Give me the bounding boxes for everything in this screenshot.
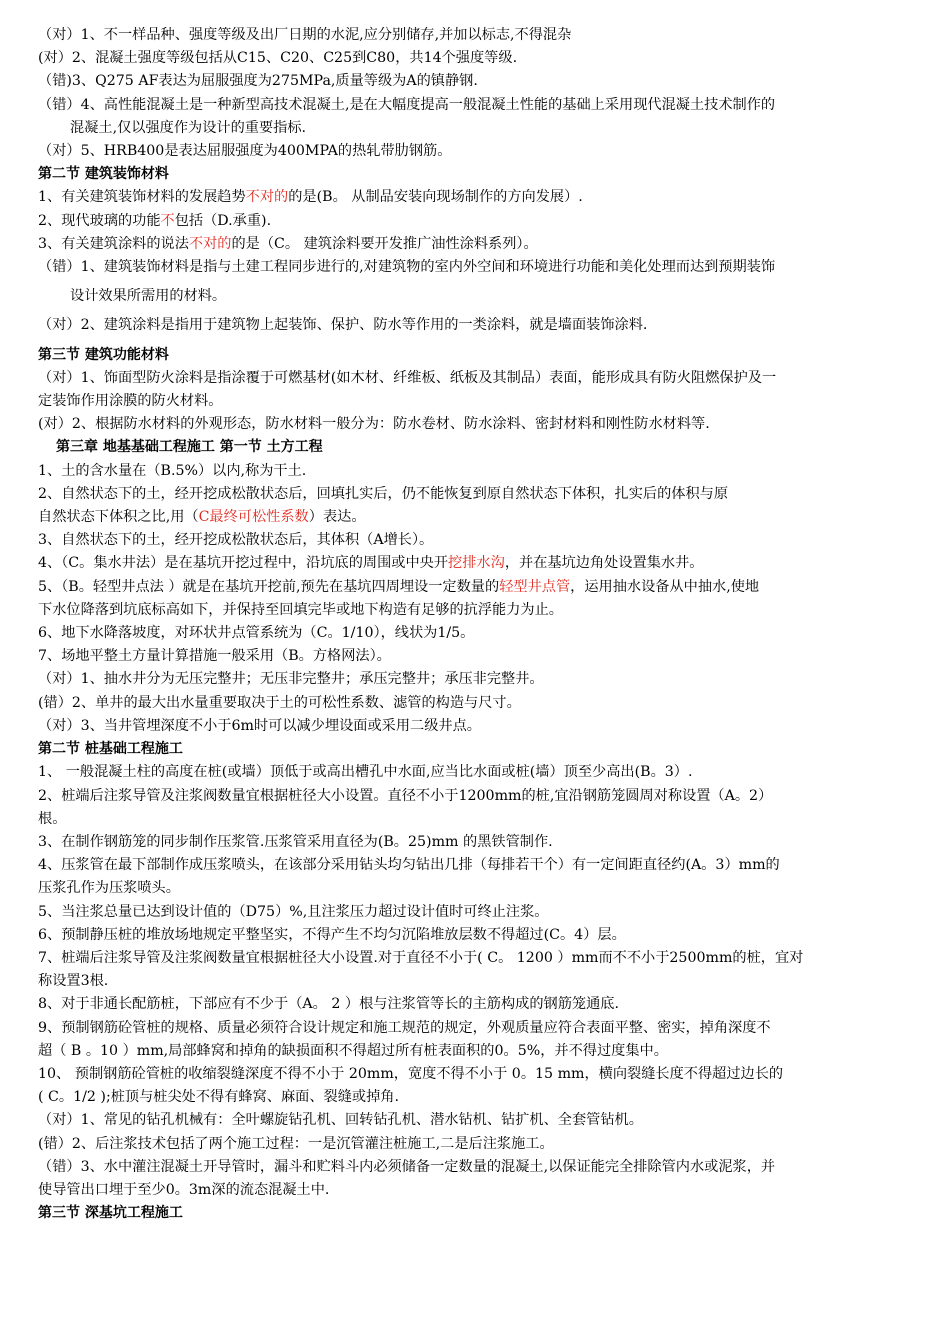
text-line: 2、桩端后注浆导管及注浆阀数量宜根据桩径大小设置。直径不小于1200mm的桩,宜沿钢筋笼圆周对称设置（A。2） [38, 787, 773, 804]
text-line: 10、 预制钢筋砼管桩的收缩裂缝深度不得不小于 20mm，宽度不得不小于 0。15 mm，横向裂缝长度不得超过边长的 [38, 1065, 784, 1082]
chapter-heading: 第三章 地基基础工程施工 第一节 土方工程 [56, 439, 323, 456]
text-line: 1、 一般混凝土柱的高度在桩(或墙）顶低于或高出槽孔中水面,应当比水面或桩(墙）顶至少高出(B。3）. [38, 764, 693, 781]
text-line: 3、在制作钢筋笼的同步制作压浆管.压浆管采用直径为(B。25)mm 的黑铁管制作. [38, 833, 553, 850]
text-segment: 1、有关建筑装饰材料的发展趋势 [38, 189, 246, 206]
text-line: 4、压浆管在最下部制作成压浆喷头，在该部分采用钻头均匀钻出几排（每排若干个）有一定间距直径约(A。3）mm的 [38, 857, 780, 874]
text-line: 3、自然状态下的土，经开挖成松散状态后，其体积（A增长）。 [38, 532, 434, 549]
text-segment: 3、有关建筑涂料的说法 [38, 235, 189, 252]
highlight-text: 挖排水沟 [448, 555, 505, 572]
text-line: （对）1、饰面型防火涂料是指涂覆于可燃基材(如木材、纤维板、纸板及其制品）表面，能形成具有防火阻燃保护及一 [38, 369, 777, 386]
section-heading: 第二节 建筑装饰材料 [38, 166, 169, 183]
text-segment: ，运用抽水设备从中抽水,使地 [570, 578, 760, 595]
text-line [38, 506, 916, 529]
text-line: 5、当注浆总量已达到设计值的（D75）%,且注浆压力超过设计值时可终止注浆。 [38, 903, 549, 920]
text-line: 9、预制钢筋砼管桩的规格、质量必须符合设计规定和施工规范的规定，外观质量应符合表面平整、密实，掉角深度不 [38, 1019, 771, 1036]
text-line: （对）1、不一样品种、强度等级及出厂日期的水泥,应分别储存,并加以标志,不得混杂 [38, 27, 572, 43]
text-line: 压浆孔作为压浆喷头。 [38, 880, 180, 897]
text-line: （对）1、抽水井分为无压完整井；无压非完整井；承压完整井；承压非完整井。 [38, 671, 544, 688]
text-line: 1、土的含水量在（B.5%）以内,称为干土. [38, 462, 307, 479]
highlight-text: C最终可松性系数 [198, 509, 309, 526]
text-line: (错）2、后注浆技术包括了两个施工过程：一是沉管灌注桩施工,二是后注浆施工。 [38, 1135, 554, 1152]
text-line: 下水位降落到坑底标高如下，并保持至回填完毕或地下构造有足够的抗浮能力为止。 [38, 601, 563, 618]
text-line: （对）5、HRB400是表达屈服强度为400MPA的热轧带肋钢筋。 [38, 143, 452, 160]
text-line: 使导管出口埋于至少0。3m深的流态混凝土中. [38, 1181, 330, 1198]
text-line [38, 576, 916, 599]
text-line: 超（ B 。10 ）mm,局部蜂窝和掉角的缺损面积不得超过所有桩表面积的0。5%，并不得过度集中。 [38, 1042, 668, 1059]
highlight-text: 不 [160, 212, 175, 229]
text-line: 6、预制静压桩的堆放场地规定平整坚实，不得产生不均匀沉陷堆放层数不得超过(C。4）层。 [38, 926, 626, 943]
section-heading: 第三节 深基坑工程施工 [38, 1205, 183, 1222]
text-line: 称设置3根. [38, 973, 109, 990]
text-segment: 的是（C。 建筑涂料要开发推广油性涂料系列）。 [231, 235, 538, 252]
text-line: 设计效果所需用的材料。 [70, 288, 227, 305]
highlight-text: 不对的 [188, 235, 232, 252]
text-line: (对）2、根据防水材料的外观形态，防水材料一般分为：防水卷材、防水涂料、密封材料和刚性防水材料等. [38, 416, 710, 433]
text-line: (对）2、混凝土强度等级包括从C15、C20、C25到C80，共14个强度等级. [38, 50, 518, 67]
highlight-text: 不对的 [245, 189, 289, 206]
text-segment: 包括（D.承重). [174, 212, 272, 229]
text-line: （错）1、建筑装饰材料是指与土建工程同步进行的,对建筑物的室内外空间和环境进行功能和美化处理而达到预期装饰 [38, 259, 776, 276]
text-segment: 的是(B。 从制品安装向现场制作的方向发展）. [288, 189, 583, 206]
text-line: (错）2、单井的最大出水量重要取决于土的可松性系数、滤管的构造与尺寸。 [38, 694, 521, 711]
text-line: ( C。1/2 );桩顶与桩尖处不得有蜂窝、麻面、裂缝或掉角. [38, 1089, 400, 1106]
text-line: 定装饰作用涂膜的防火材料。 [38, 393, 223, 410]
text-line: （对）1、常见的钻孔机械有：全叶螺旋钻孔机、回转钻孔机、潜水钻机、钻扩机、全套管钻机。 [38, 1112, 643, 1129]
text-line: （错）3、水中灌注混凝土开导管时，漏斗和贮料斗内必须储备一定数量的混凝土,以保证能完全排除管内水或泥浆，并 [38, 1158, 776, 1175]
text-line: （对）3、当井管埋深度不小于6m时可以减少埋设面或采用二级井点。 [38, 717, 481, 734]
text-line: 8、对于非通长配筋桩，下部应有不少于（A。 2 ）根与注浆管等长的主筋构成的钢筋笼通底. [38, 996, 619, 1013]
text-line: 7、桩端后注浆导管及注浆阀数量宜根据桩径大小设置.对于直径不小于( C。 1200 ）mm而不不小于2500mm的桩，宜对 [38, 949, 804, 966]
text-segment: ，并在基坑边角处设置集水井。 [504, 555, 704, 572]
text-line: （错)3、Q275 AF表达为屈服强度为275MPa,质量等级为A的镇静钢. [38, 73, 478, 90]
text-line [38, 186, 916, 209]
section-heading: 第三节 建筑功能材料 [38, 346, 169, 363]
text-line: （错）4、高性能混凝土是一种新型高技术混凝土,是在大幅度提高一般混凝土性能的基础上采用现代混凝土技术制作的 [38, 96, 776, 113]
section-heading: 第二节 桩基础工程施工 [38, 741, 183, 758]
text-line: 根。 [38, 810, 67, 827]
text-line: 2、自然状态下的土，经开挖成松散状态后，回填扎实后，仍不能恢复到原自然状态下体积，扎实后的体积与原 [38, 485, 729, 502]
text-segment: 2、现代玻璃的功能 [38, 212, 161, 229]
highlight-text: 轻型井点管 [499, 578, 571, 595]
text-line [38, 552, 916, 575]
text-segment: ）表达。 [308, 509, 366, 526]
text-segment: 自然状态下体积之比,用（ [38, 509, 199, 526]
text-line [38, 210, 916, 233]
text-line [38, 233, 916, 256]
text-line: （对）2、建筑涂料是指用于建筑物上起装饰、保护、防水等作用的一类涂料，就是墙面装饰涂料. [38, 317, 648, 334]
text-line: 7、场地平整土方量计算措施一般采用（B。方格网法）。 [38, 648, 391, 665]
text-line: 混凝土,仅以强度作为设计的重要指标. [70, 119, 307, 136]
text-segment: 4、（C。集水井法）是在基坑开挖过程中，沿坑底的周围或中央开 [38, 555, 449, 572]
text-line: 6、地下水降落坡度，对环状井点管系统为（C。1/10），线状为1/5。 [38, 625, 475, 642]
text-segment: 5、（B。轻型井点法 ）就是在基坑开挖前,预先在基坑四周埋设一定数量的 [38, 578, 500, 595]
